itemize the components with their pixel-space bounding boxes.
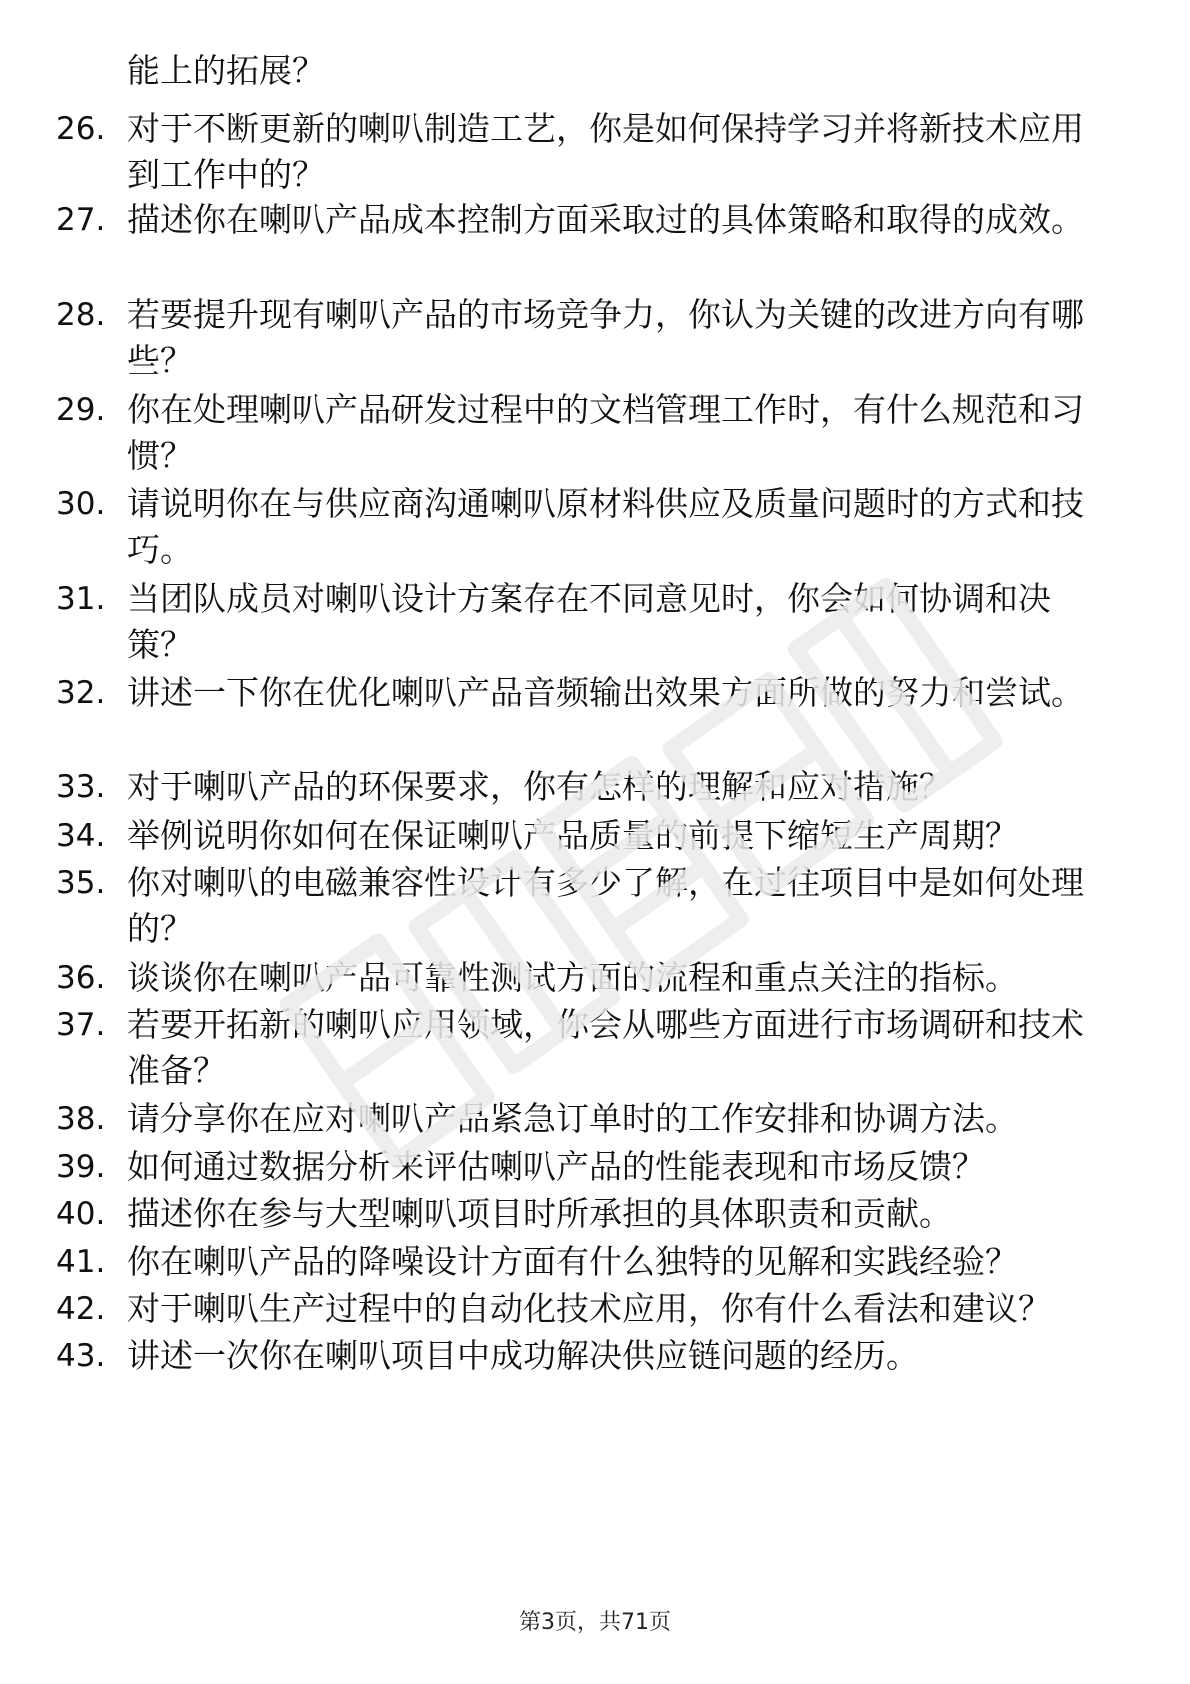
- question-number: 37.: [56, 1007, 106, 1043]
- question-text: 你对喇叭的电磁兼容性设计有多少了解，在过往项目中是如何处理的？: [127, 863, 1084, 948]
- question-number: 34.: [56, 818, 106, 854]
- question-number: 39.: [56, 1149, 106, 1185]
- question-number: 31.: [56, 581, 106, 617]
- question-text: 对于喇叭生产过程中的自动化技术应用，你有什么看法和建议？: [127, 1289, 1051, 1328]
- question-text: 对于不断更新的喇叭制造工艺，你是如何保持学习并将新技术应用到工作中的？: [127, 109, 1084, 194]
- question-number: 33.: [56, 769, 106, 805]
- question-text: 谈谈你在喇叭产品可靠性测试方面的流程和重点关注的指标。: [127, 958, 1018, 997]
- question-text: 请说明你在与供应商沟通喇叭原材料供应及质量问题时的方式和技巧。: [127, 484, 1084, 569]
- continued-question-text: 能上的拓展？: [127, 51, 325, 90]
- question-number: 30.: [56, 486, 106, 522]
- question-number: 28.: [56, 297, 106, 333]
- question-text: 若要开拓新的喇叭应用领域，你会从哪些方面进行市场调研和技术准备？: [127, 1005, 1084, 1090]
- question-text: 描述你在参与大型喇叭项目时所承担的具体职责和贡献。: [127, 1194, 952, 1233]
- question-text: 讲述一次你在喇叭项目中成功解决供应链问题的经历。: [127, 1336, 919, 1375]
- question-number: 27.: [56, 202, 106, 238]
- question-number: 42.: [56, 1291, 106, 1327]
- question-text: 当团队成员对喇叭设计方案存在不同意见时，你会如何协调和决策？: [127, 579, 1051, 664]
- question-number: 32.: [56, 675, 106, 711]
- question-number: 41.: [56, 1244, 106, 1280]
- question-text: 请分享你在应对喇叭产品紧急订单时的工作安排和协调方法。: [127, 1099, 1018, 1138]
- question-text: 描述你在喇叭产品成本控制方面采取过的具体策略和取得的成效。: [127, 200, 1084, 239]
- question-number: 36.: [56, 960, 106, 996]
- question-number: 35.: [56, 865, 106, 901]
- question-text: 如何通过数据分析来评估喇叭产品的性能表现和市场反馈？: [127, 1147, 985, 1186]
- question-text: 若要提升现有喇叭产品的市场竞争力，你认为关键的改进方向有哪些？: [127, 295, 1084, 380]
- question-number: 29.: [56, 392, 106, 428]
- question-number: 43.: [56, 1338, 106, 1374]
- question-number: 38.: [56, 1101, 106, 1137]
- question-text: 对于喇叭产品的环保要求，你有怎样的理解和应对措施？: [127, 767, 952, 806]
- question-text: 讲述一下你在优化喇叭产品音频输出效果方面所做的努力和尝试。: [127, 673, 1084, 712]
- question-number: 40.: [56, 1196, 106, 1232]
- question-text: 你在喇叭产品的降噪设计方面有什么独特的见解和实践经验？: [127, 1242, 1018, 1281]
- question-text: 你在处理喇叭产品研发过程中的文档管理工作时，有什么规范和习惯？: [127, 390, 1084, 475]
- question-number: 26.: [56, 111, 106, 147]
- page-footer: 第3页，共71页: [519, 1610, 671, 1635]
- question-text: 举例说明你如何在保证喇叭产品质量的前提下缩短生产周期？: [127, 816, 1018, 855]
